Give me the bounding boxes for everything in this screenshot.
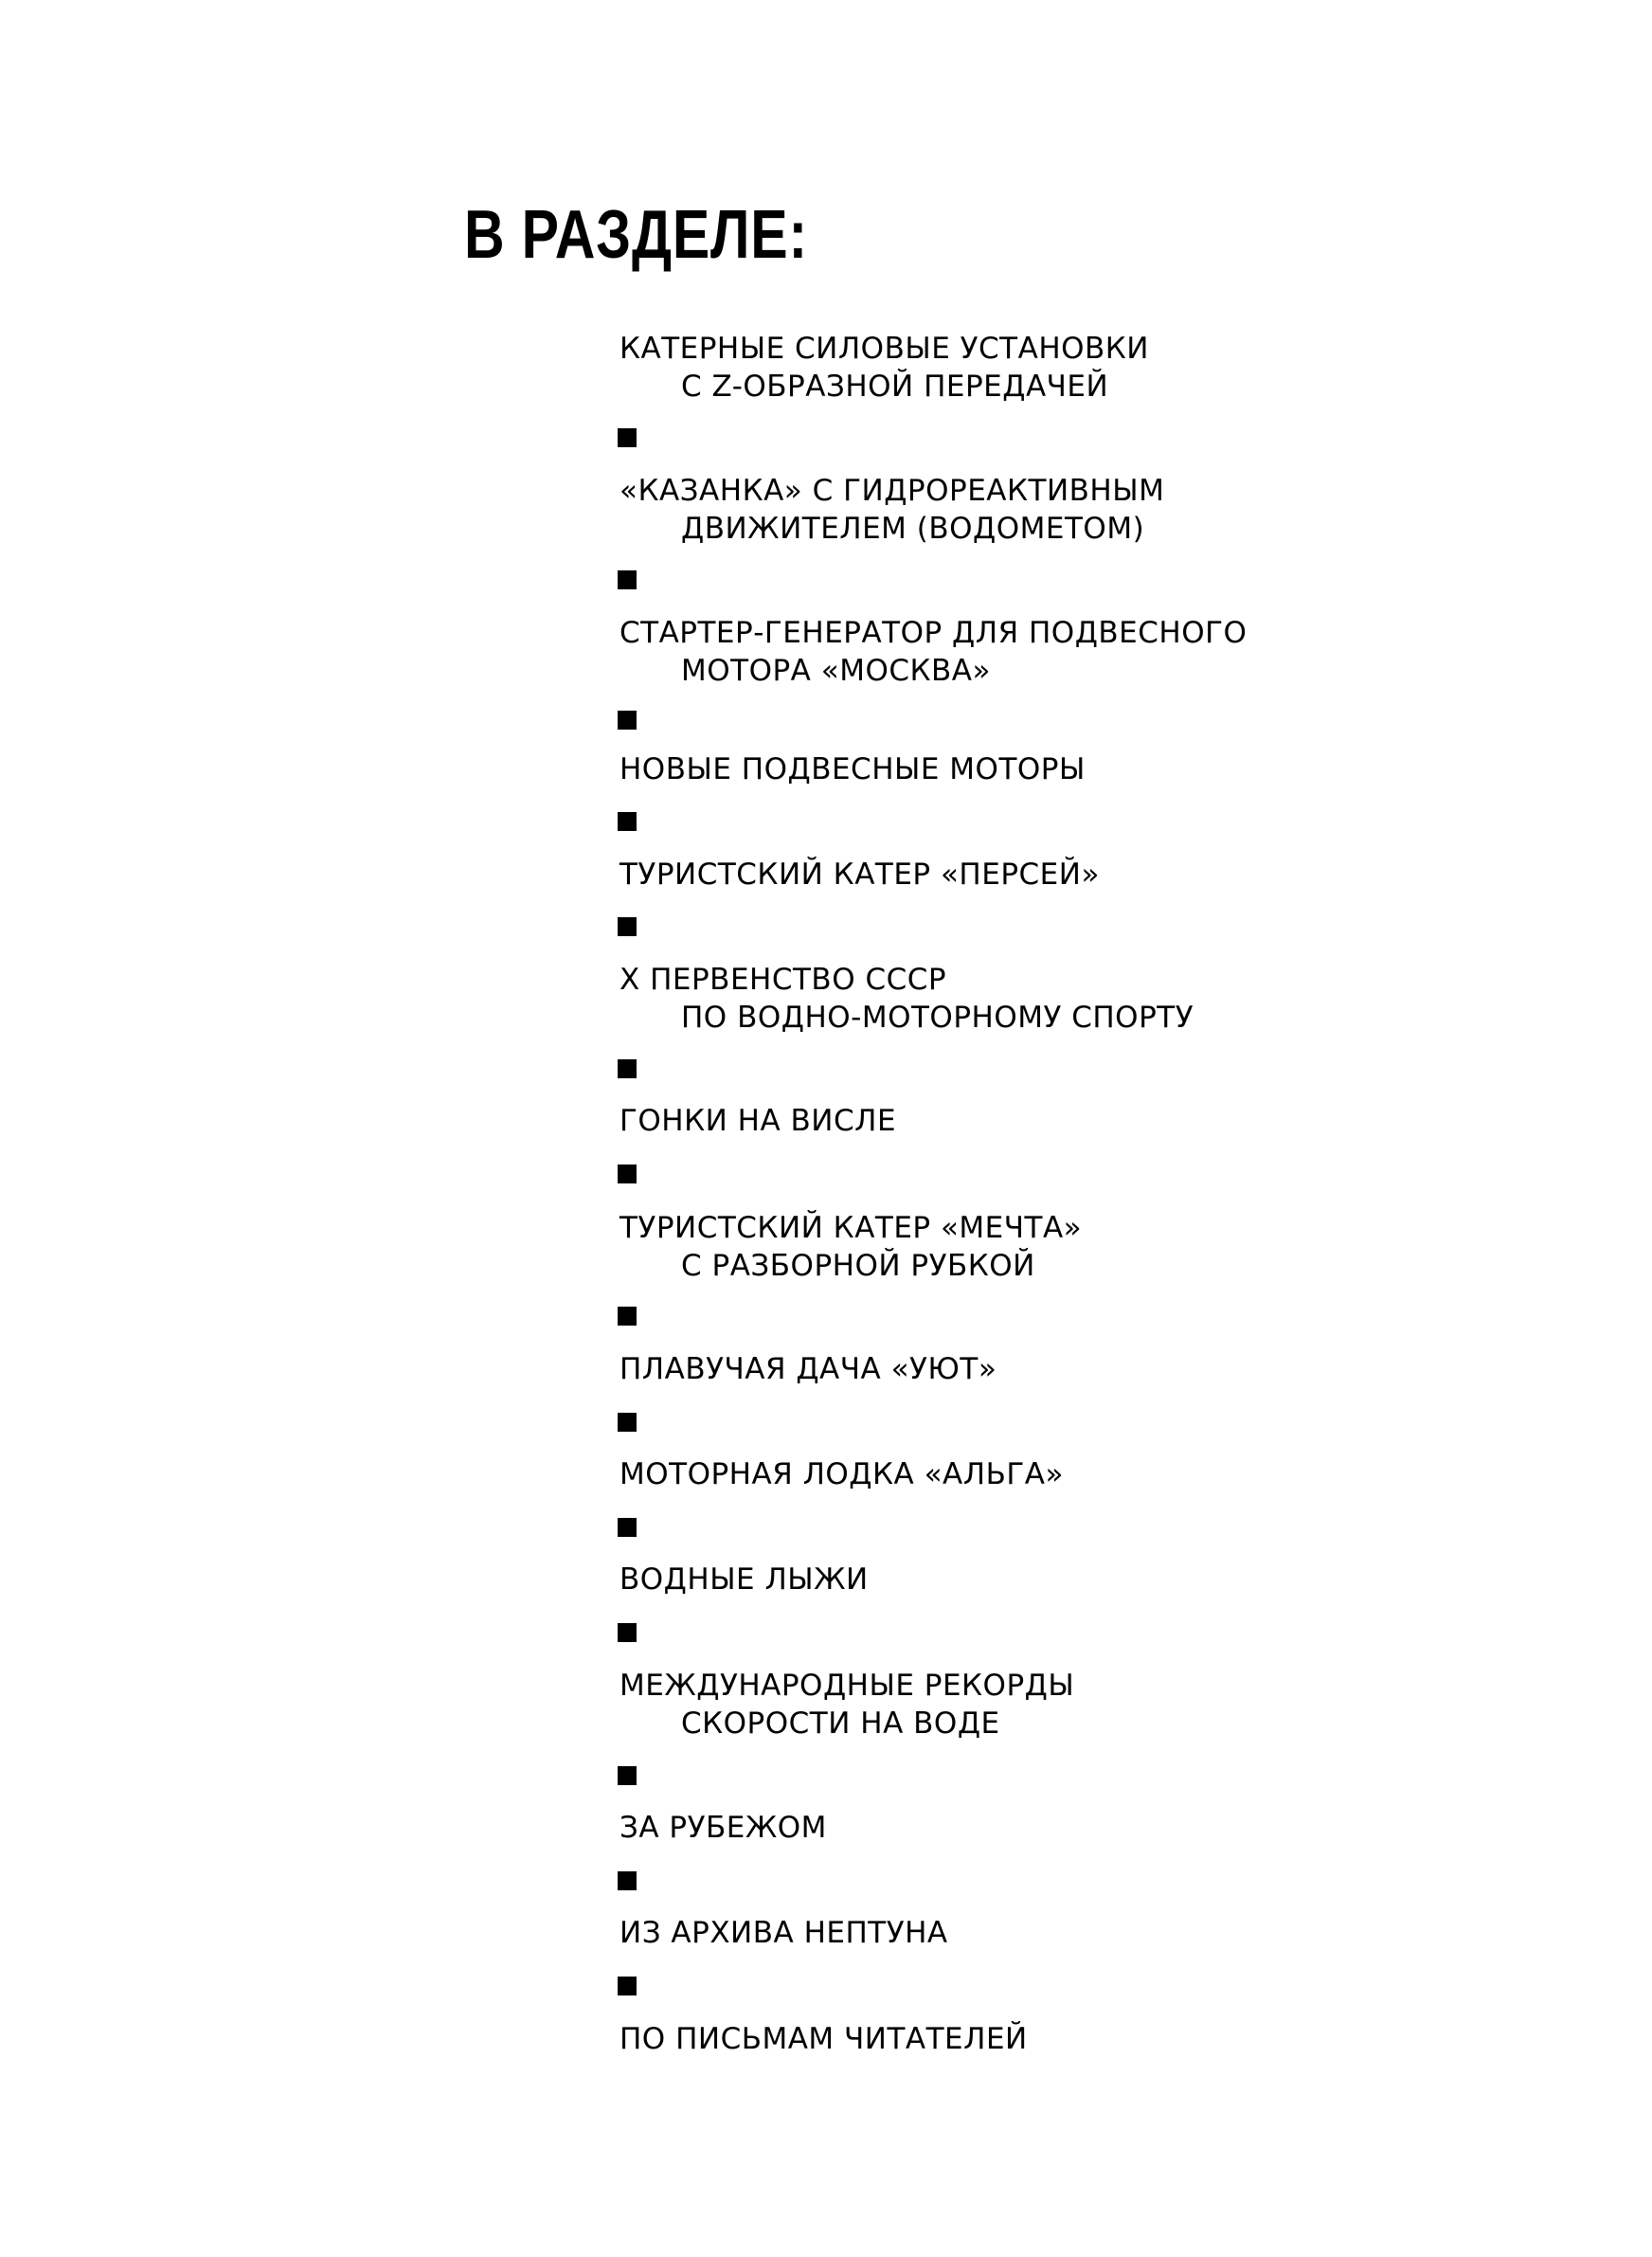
list-item bbox=[620, 614, 1247, 690]
item-title-line1: СТАРТЕР-ГЕНЕРАТОР ДЛЯ ПОДВЕСНОГО bbox=[620, 616, 1248, 650]
section-heading: В РАЗДЕЛЕ: bbox=[464, 197, 808, 273]
item-title-line2: С РАЗБОРНОЙ РУБКОЙ bbox=[681, 1249, 1035, 1283]
bullet-square-icon bbox=[618, 1766, 637, 1785]
bullet-square-icon bbox=[618, 1059, 637, 1078]
item-title-line2: СКОРОСТИ НА ВОДЕ bbox=[681, 1706, 1000, 1741]
list-item bbox=[620, 1209, 1082, 1285]
list-item bbox=[620, 472, 1164, 548]
list-item bbox=[620, 750, 1086, 788]
list-item bbox=[620, 1809, 827, 1847]
item-title-line2: ДВИЖИТЕЛЕМ (ВОДОМЕТОМ) bbox=[681, 512, 1145, 546]
list-item bbox=[620, 856, 1100, 894]
bullet-square-icon bbox=[618, 570, 637, 589]
list-item bbox=[620, 1914, 948, 1952]
item-title-line1: ТУРИСТСКИЙ КАТЕР «ПЕРСЕЙ» bbox=[620, 858, 1100, 892]
list-item bbox=[620, 1350, 997, 1388]
bullet-square-icon bbox=[618, 1623, 637, 1642]
bullet-square-icon bbox=[618, 917, 637, 936]
bullet-square-icon bbox=[618, 1413, 637, 1432]
item-title-line1: ПЛАВУЧАЯ ДАЧА «УЮТ» bbox=[620, 1352, 997, 1386]
item-title-line1: НОВЫЕ ПОДВЕСНЫЕ МОТОРЫ bbox=[620, 752, 1086, 786]
list-item bbox=[620, 1561, 869, 1598]
item-title-line1: КАТЕРНЫЕ СИЛОВЫЕ УСТАНОВКИ bbox=[620, 332, 1149, 366]
bullet-square-icon bbox=[618, 711, 637, 730]
item-title-line2: ПО ВОДНО-МОТОРНОМУ СПОРТУ bbox=[681, 1001, 1194, 1035]
item-title-line1: ЗА РУБЕЖОМ bbox=[620, 1811, 827, 1845]
item-title-line1: МОТОРНАЯ ЛОДКА «АЛЬГА» bbox=[620, 1457, 1064, 1491]
item-title-line2: С Z-ОБРАЗНОЙ ПЕРЕДАЧЕЙ bbox=[681, 370, 1109, 404]
item-title-line1: ВОДНЫЕ ЛЫЖИ bbox=[620, 1562, 869, 1597]
bullet-square-icon bbox=[618, 428, 637, 447]
bullet-square-icon bbox=[618, 1871, 637, 1890]
list-item bbox=[620, 2020, 1028, 2058]
bullet-square-icon bbox=[618, 1307, 637, 1326]
list-item bbox=[620, 1455, 1064, 1493]
item-title-line1: ПО ПИСЬМАМ ЧИТАТЕЛЕЙ bbox=[620, 2022, 1028, 2056]
bullet-square-icon bbox=[618, 1977, 637, 1995]
item-title-line1: МЕЖДУНАРОДНЫЕ РЕКОРДЫ bbox=[620, 1669, 1075, 1703]
item-title-line2: МОТОРА «МОСКВА» bbox=[681, 654, 991, 688]
list-item bbox=[620, 1667, 1074, 1742]
list-item bbox=[620, 1102, 896, 1140]
bullet-square-icon bbox=[618, 812, 637, 831]
item-title-line1: ИЗ АРХИВА НЕПТУНА bbox=[620, 1916, 948, 1950]
item-title-line1: ТУРИСТСКИЙ КАТЕР «МЕЧТА» bbox=[620, 1211, 1083, 1245]
list-item bbox=[620, 961, 1194, 1037]
item-title-line1: X ПЕРВЕНСТВО СССР bbox=[620, 963, 947, 997]
bullet-square-icon bbox=[618, 1165, 637, 1183]
bullet-square-icon bbox=[618, 1518, 637, 1537]
item-title-line1: ГОНКИ НА ВИСЛЕ bbox=[620, 1104, 897, 1138]
list-item bbox=[620, 330, 1149, 406]
item-title-line1: «КАЗАНКА» С ГИДРОРЕАКТИВНЫМ bbox=[620, 474, 1165, 508]
